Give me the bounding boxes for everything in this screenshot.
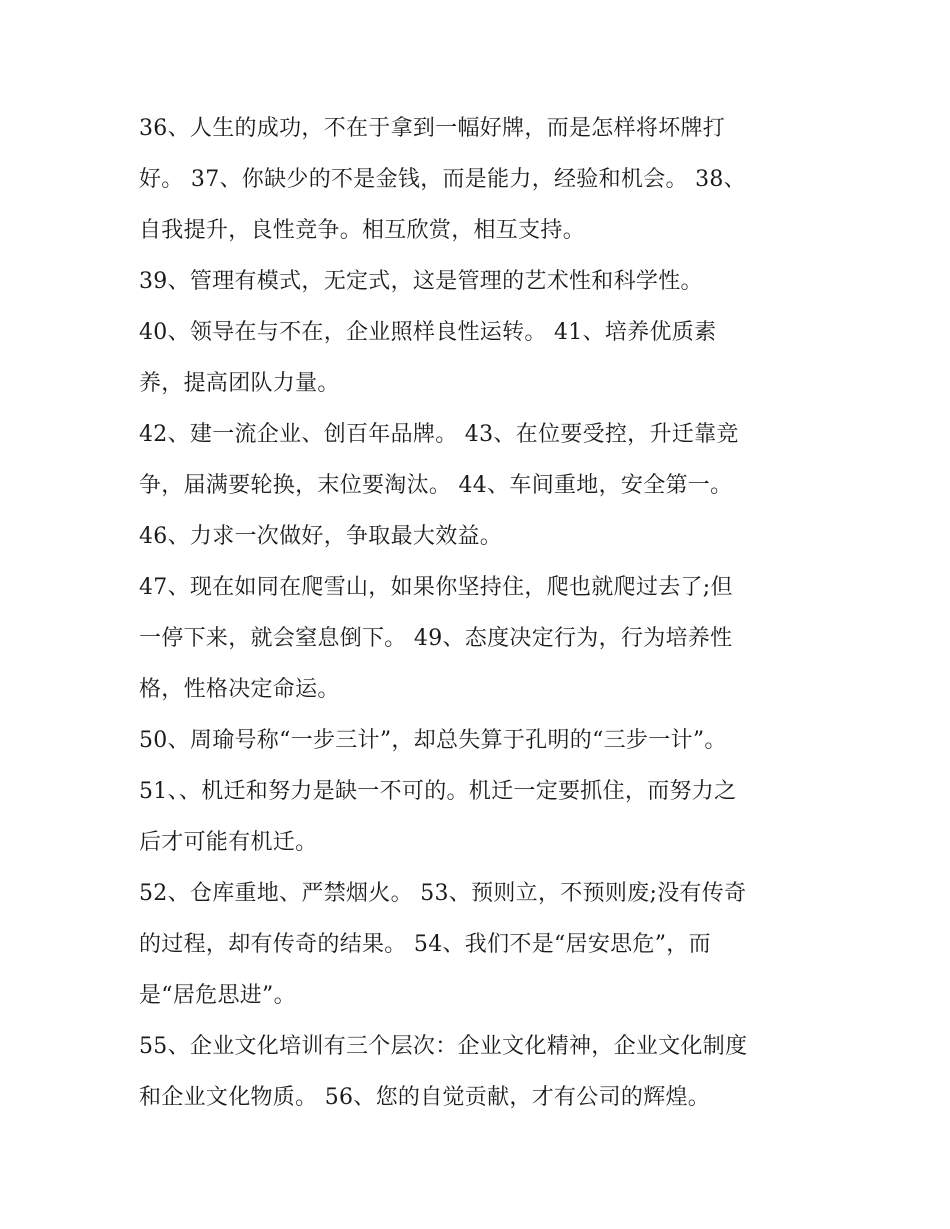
text-line: 42、建一流企业、创百年品牌。 43、在位要受控，升迁靠竞 [139, 422, 739, 447]
text-line: 52、仓库重地、严禁烟火。 53、预则立，不预则废;没有传奇 [139, 881, 747, 906]
text-line: 40、领导在与不在，企业照样良性运转。 41、培养优质素 [139, 320, 717, 345]
text-line: 36、人生的成功，不在于拿到一幅好牌，而是怎样将坏牌打 [139, 116, 726, 141]
text-line: 好。 37、你缺少的不是金钱，而是能力，经验和机会。 38、 [139, 167, 746, 192]
text-line: 后才可能有机迁。 [139, 830, 318, 855]
text-line: 格，性格决定命运。 [139, 677, 340, 702]
document-body [139, 103, 819, 1123]
text-line: 的过程，却有传奇的结果。 54、我们不是“居安思危”，而 [139, 932, 711, 957]
text-line: 50、周瑜号称“一步三计”，却总失算于孔明的“三步一计”。 [139, 728, 727, 753]
text-line: 自我提升，良性竞争。相互欣赏，相互支持。 [139, 218, 586, 243]
text-line: 39、管理有模式，无定式，这是管理的艺术性和科学性。 [139, 269, 703, 294]
text-line: 47、现在如同在爬雪山，如果你坚持住，爬也就爬过去了;但 [139, 575, 733, 600]
text-line: 和企业文化物质。 56、您的自觉贡献，才有公司的辉煌。 [139, 1085, 711, 1110]
text-line: 一停下来，就会窒息倒下。 49、态度决定行为，行为培养性 [139, 626, 733, 651]
text-line: 养，提高团队力量。 [139, 371, 340, 396]
text-line: 争，届满要轮换，末位要淘汰。 44、车间重地，安全第一。 [139, 473, 733, 498]
text-line: 是“居危思进”。 [139, 983, 296, 1008]
text-line: 55、企业文化培训有三个层次：企业文化精神，企业文化制度 [139, 1034, 748, 1059]
text-line: 51、、机迁和努力是缺一不可的。机迁一定要抓住，而努力之 [139, 779, 737, 804]
text-line: 46、力求一次做好，争取最大效益。 [139, 524, 503, 549]
